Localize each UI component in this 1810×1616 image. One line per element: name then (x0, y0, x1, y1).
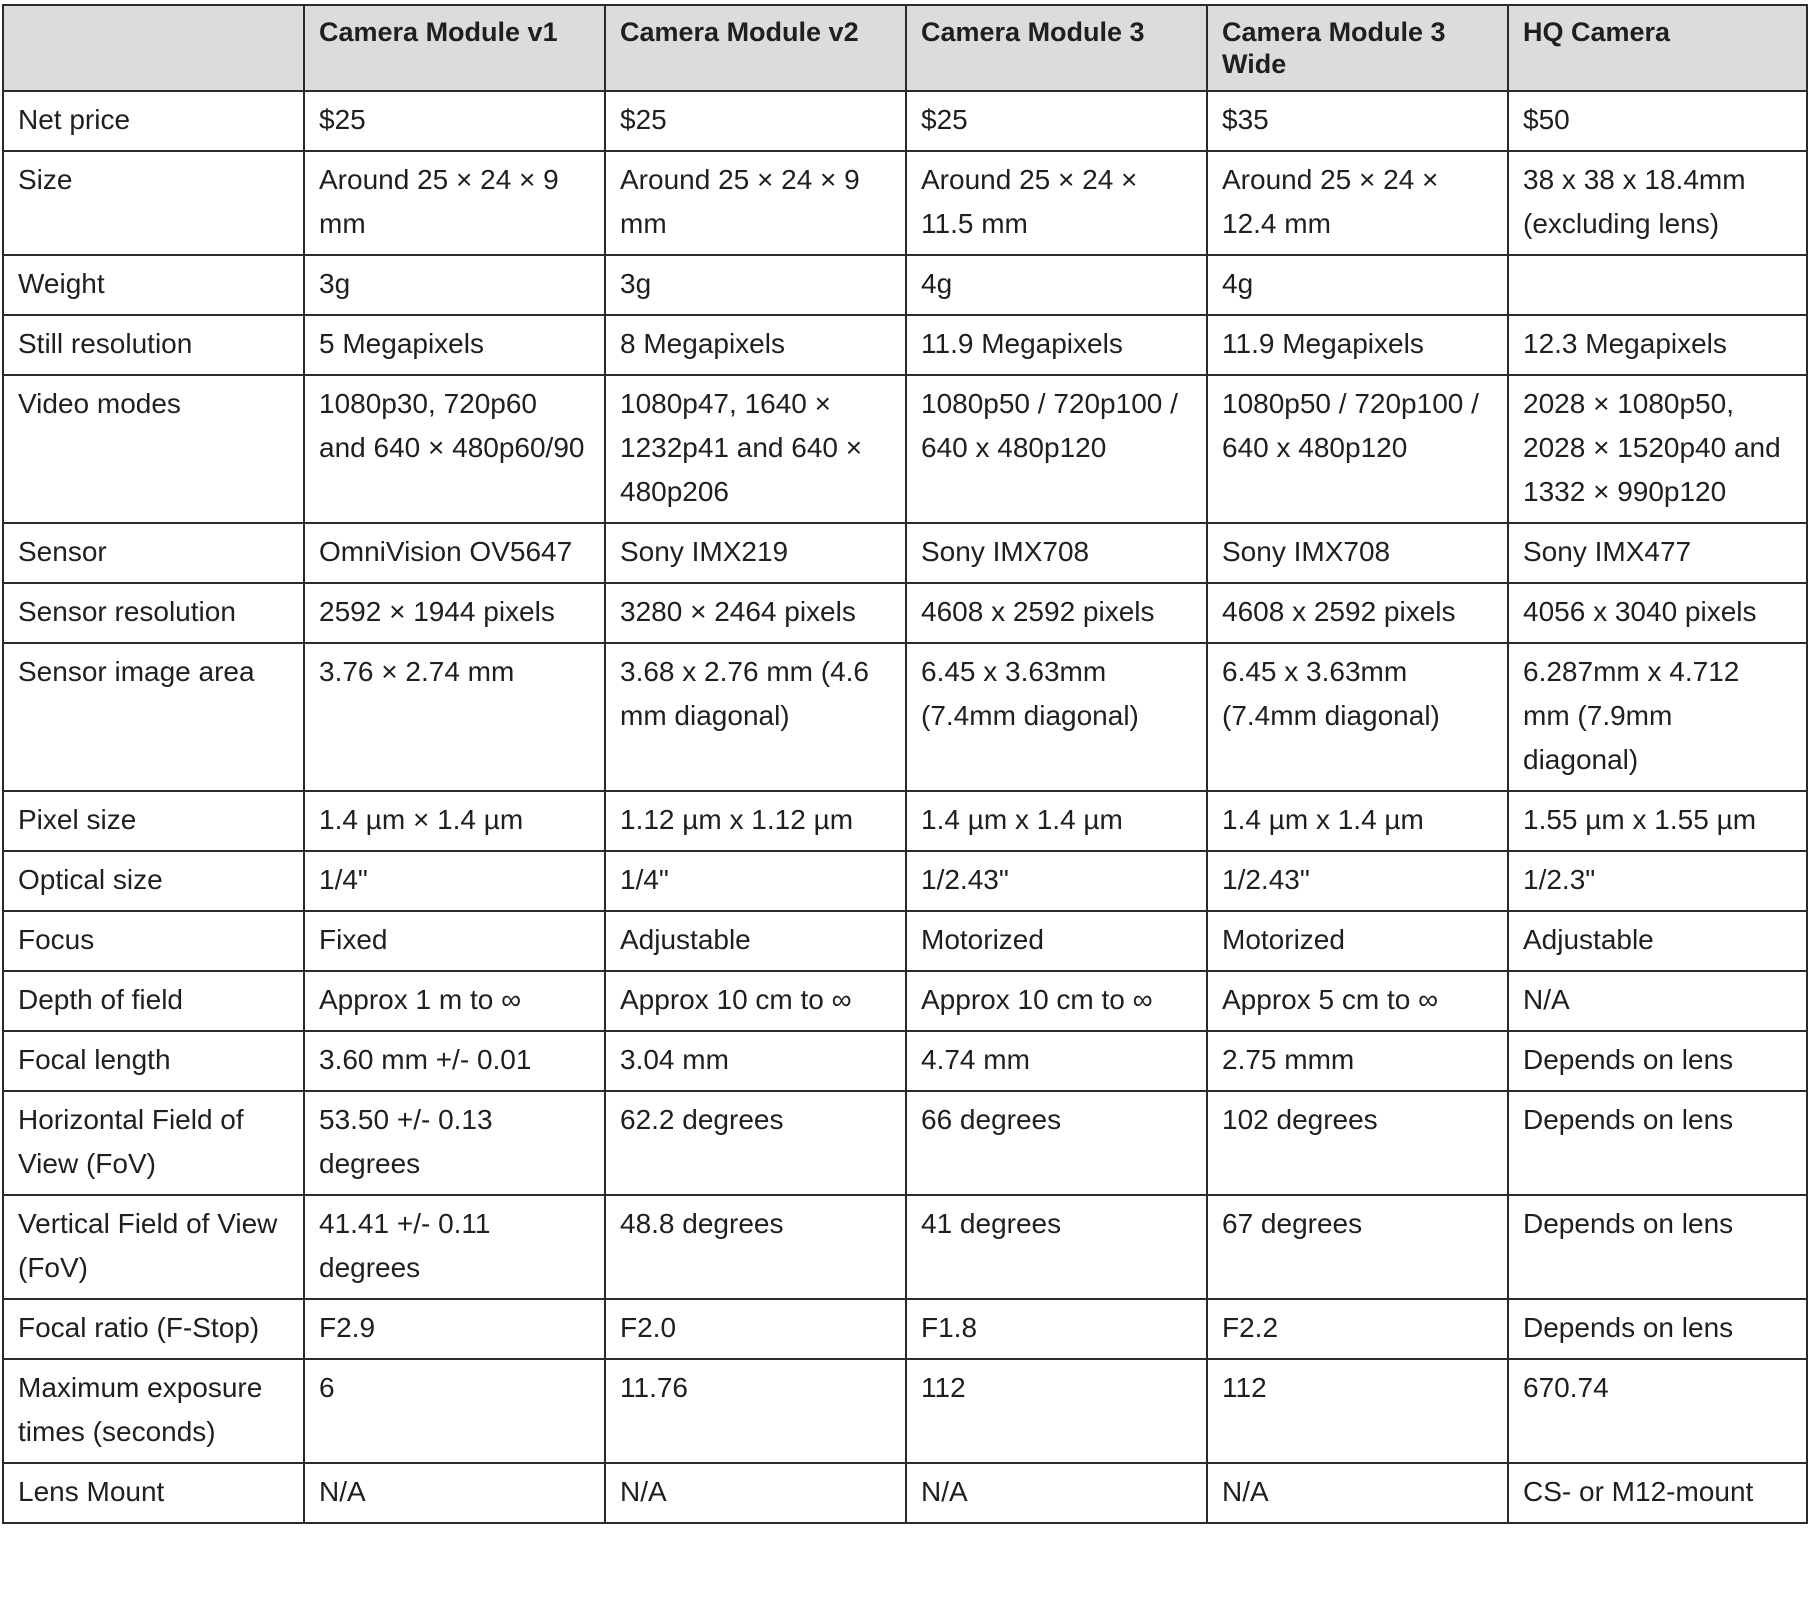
table-cell: 1/2.43" (906, 851, 1207, 911)
table-cell: 4g (1207, 255, 1508, 315)
table-cell: 1.4 µm x 1.4 µm (1207, 791, 1508, 851)
column-header: HQ Camera (1508, 5, 1807, 91)
table-cell: 5 Megapixels (304, 315, 605, 375)
table-cell: 1/4" (605, 851, 906, 911)
row-label: Focus (3, 911, 304, 971)
row-label: Pixel size (3, 791, 304, 851)
row-label: Sensor image area (3, 643, 304, 791)
table-cell: Approx 10 cm to ∞ (605, 971, 906, 1031)
table-cell: 67 degrees (1207, 1195, 1508, 1299)
table-cell: 4g (906, 255, 1207, 315)
row-label: Vertical Field of View (FoV) (3, 1195, 304, 1299)
table-cell: Depends on lens (1508, 1031, 1807, 1091)
table-cell: 670.74 (1508, 1359, 1807, 1463)
table-cell: 41.41 +/- 0.11 degrees (304, 1195, 605, 1299)
table-cell: 1/2.3" (1508, 851, 1807, 911)
row-label: Horizontal Field of View (FoV) (3, 1091, 304, 1195)
table-cell: N/A (1207, 1463, 1508, 1523)
table-cell: 6.45 x 3.63mm (7.4mm diagonal) (1207, 643, 1508, 791)
table-row (3, 375, 1807, 523)
table-cell: 4608 x 2592 pixels (1207, 583, 1508, 643)
row-label: Still resolution (3, 315, 304, 375)
column-header: Camera Module v1 (304, 5, 605, 91)
table-cell (1508, 255, 1807, 315)
table-cell: 12.3 Megapixels (1508, 315, 1807, 375)
table-row (3, 791, 1807, 851)
table-cell: 11.9 Megapixels (1207, 315, 1508, 375)
table-cell: 3.68 x 2.76 mm (4.6 mm diagonal) (605, 643, 906, 791)
table-row (3, 911, 1807, 971)
table-cell: OmniVision OV5647 (304, 523, 605, 583)
table-row (3, 583, 1807, 643)
row-label: Sensor (3, 523, 304, 583)
table-cell: 1080p30, 720p60 and 640 × 480p60/90 (304, 375, 605, 523)
table-cell: 8 Megapixels (605, 315, 906, 375)
table-cell: 3.04 mm (605, 1031, 906, 1091)
table-cell: Around 25 × 24 × 11.5 mm (906, 151, 1207, 255)
table-row (3, 851, 1807, 911)
table-cell: 4056 x 3040 pixels (1508, 583, 1807, 643)
table-cell: Depends on lens (1508, 1299, 1807, 1359)
table-cell: Approx 5 cm to ∞ (1207, 971, 1508, 1031)
table-cell: F1.8 (906, 1299, 1207, 1359)
row-label: Focal ratio (F-Stop) (3, 1299, 304, 1359)
table-cell: 3g (304, 255, 605, 315)
table-cell: 1.55 µm x 1.55 µm (1508, 791, 1807, 851)
table-cell: 6 (304, 1359, 605, 1463)
table-row (3, 1031, 1807, 1091)
table-cell: 3g (605, 255, 906, 315)
row-label: Depth of field (3, 971, 304, 1031)
table-cell: 2592 × 1944 pixels (304, 583, 605, 643)
table-cell: N/A (605, 1463, 906, 1523)
table-cell: 112 (906, 1359, 1207, 1463)
row-label: Net price (3, 91, 304, 151)
table-cell: 48.8 degrees (605, 1195, 906, 1299)
table-cell: Sony IMX708 (906, 523, 1207, 583)
row-label: Video modes (3, 375, 304, 523)
header-corner-cell (3, 5, 304, 91)
table-cell: 4.74 mm (906, 1031, 1207, 1091)
row-label: Maximum exposure times (seconds) (3, 1359, 304, 1463)
table-cell: 62.2 degrees (605, 1091, 906, 1195)
table-cell: 1/2.43" (1207, 851, 1508, 911)
table-cell: 4608 x 2592 pixels (906, 583, 1207, 643)
table-cell: 66 degrees (906, 1091, 1207, 1195)
table-cell: 38 x 38 x 18.4mm (excluding lens) (1508, 151, 1807, 255)
column-header: Camera Module 3 Wide (1207, 5, 1508, 91)
table-cell: 11.76 (605, 1359, 906, 1463)
table-cell: 6.45 x 3.63mm (7.4mm diagonal) (906, 643, 1207, 791)
table-cell: 3.76 × 2.74 mm (304, 643, 605, 791)
table-cell: N/A (906, 1463, 1207, 1523)
table-header (3, 5, 1807, 91)
table-cell: $35 (1207, 91, 1508, 151)
table-cell: 3.60 mm +/- 0.01 (304, 1031, 605, 1091)
table-cell: Sony IMX219 (605, 523, 906, 583)
table-row (3, 315, 1807, 375)
table-cell: Sony IMX477 (1508, 523, 1807, 583)
table-cell: Sony IMX708 (1207, 523, 1508, 583)
table-cell: 41 degrees (906, 1195, 1207, 1299)
table-cell: CS- or M12-mount (1508, 1463, 1807, 1523)
table-cell: Around 25 × 24 × 9 mm (605, 151, 906, 255)
table-body (3, 91, 1807, 1523)
table-cell: Around 25 × 24 × 12.4 mm (1207, 151, 1508, 255)
table-row (3, 643, 1807, 791)
table-cell: $50 (1508, 91, 1807, 151)
table-row (3, 1195, 1807, 1299)
header-row (3, 5, 1807, 91)
table-cell: 2028 × 1080p50, 2028 × 1520p40 and 1332 × 990p120 (1508, 375, 1807, 523)
table-row (3, 1299, 1807, 1359)
table-cell: $25 (906, 91, 1207, 151)
table-cell: F2.0 (605, 1299, 906, 1359)
table-row (3, 255, 1807, 315)
table-cell: Fixed (304, 911, 605, 971)
table-cell: Adjustable (1508, 911, 1807, 971)
table-cell: 6.287mm x 4.712 mm (7.9mm diagonal) (1508, 643, 1807, 791)
row-label: Optical size (3, 851, 304, 911)
camera-comparison-table (2, 4, 1808, 1524)
table-row (3, 151, 1807, 255)
table-row (3, 91, 1807, 151)
column-header: Camera Module 3 (906, 5, 1207, 91)
row-label: Weight (3, 255, 304, 315)
table-cell: 11.9 Megapixels (906, 315, 1207, 375)
row-label: Sensor resolution (3, 583, 304, 643)
table-cell: 112 (1207, 1359, 1508, 1463)
table-row (3, 971, 1807, 1031)
table-cell: Motorized (906, 911, 1207, 971)
table-cell: 1080p47, 1640 × 1232p41 and 640 × 480p206 (605, 375, 906, 523)
table-cell: 1.12 µm x 1.12 µm (605, 791, 906, 851)
table-cell: 1.4 µm x 1.4 µm (906, 791, 1207, 851)
column-header: Camera Module v2 (605, 5, 906, 91)
table-cell: 1/4" (304, 851, 605, 911)
table-cell: Depends on lens (1508, 1091, 1807, 1195)
table-cell: Around 25 × 24 × 9 mm (304, 151, 605, 255)
row-label: Size (3, 151, 304, 255)
table-cell: Approx 1 m to ∞ (304, 971, 605, 1031)
table-row (3, 1091, 1807, 1195)
table-row (3, 523, 1807, 583)
table-cell: Adjustable (605, 911, 906, 971)
table-cell: 1080p50 / 720p100 / 640 x 480p120 (1207, 375, 1508, 523)
table-cell: 2.75 mmm (1207, 1031, 1508, 1091)
table-cell: F2.2 (1207, 1299, 1508, 1359)
table-cell: 3280 × 2464 pixels (605, 583, 906, 643)
table-row (3, 1359, 1807, 1463)
table-cell: 1.4 µm × 1.4 µm (304, 791, 605, 851)
table-row (3, 1463, 1807, 1523)
table-cell: 102 degrees (1207, 1091, 1508, 1195)
table-cell: Depends on lens (1508, 1195, 1807, 1299)
table-cell: N/A (304, 1463, 605, 1523)
row-label: Focal length (3, 1031, 304, 1091)
table-cell: F2.9 (304, 1299, 605, 1359)
table-cell: Motorized (1207, 911, 1508, 971)
table-cell: 53.50 +/- 0.13 degrees (304, 1091, 605, 1195)
table-cell: $25 (304, 91, 605, 151)
row-label: Lens Mount (3, 1463, 304, 1523)
table-cell: N/A (1508, 971, 1807, 1031)
table-cell: Approx 10 cm to ∞ (906, 971, 1207, 1031)
table-cell: 1080p50 / 720p100 / 640 x 480p120 (906, 375, 1207, 523)
table-cell: $25 (605, 91, 906, 151)
